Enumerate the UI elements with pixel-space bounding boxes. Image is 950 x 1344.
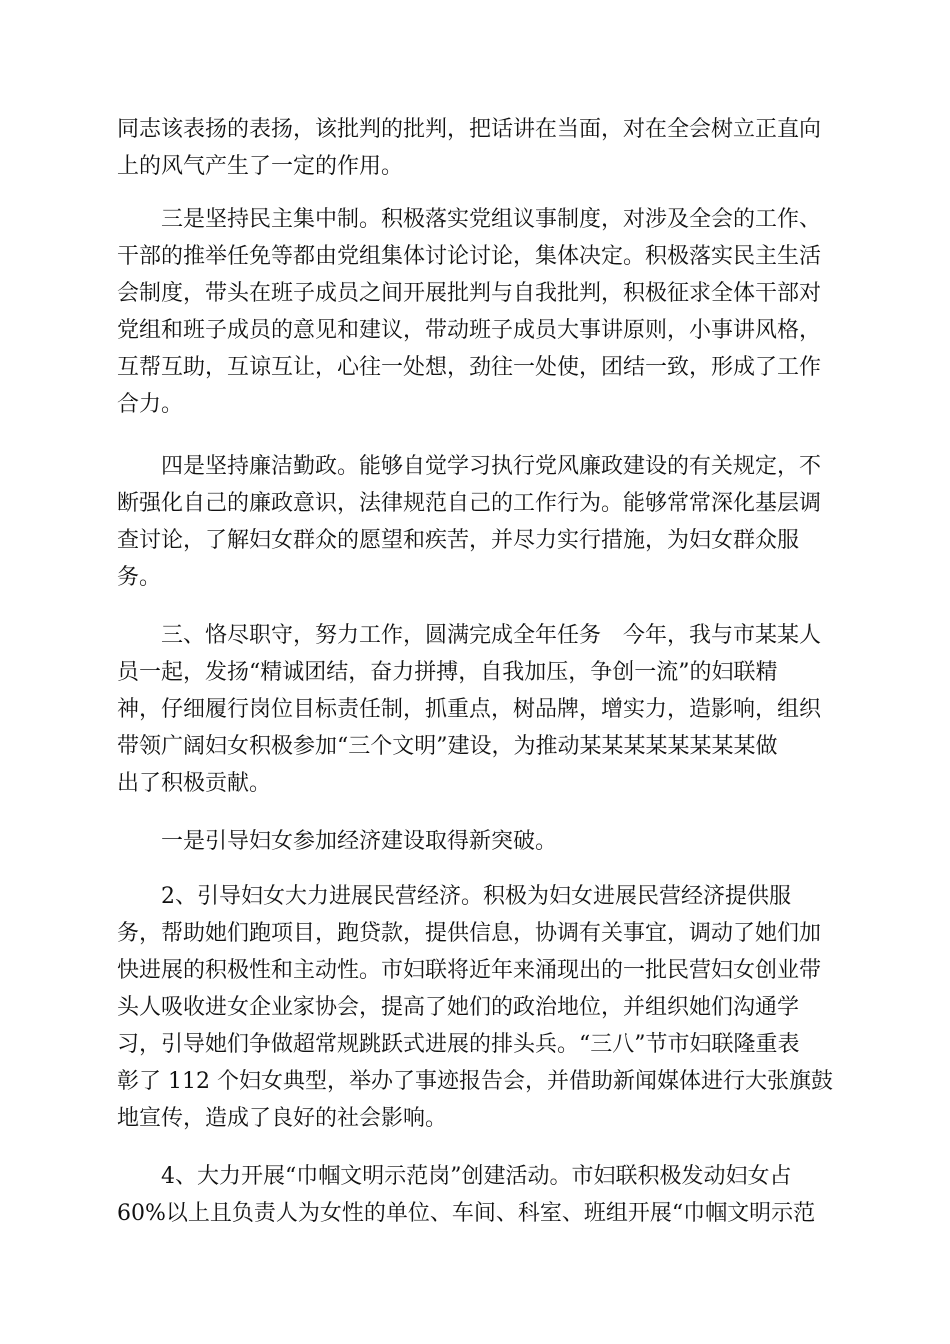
- paragraph-line: 干部的推举任免等都由党组集体讨论讨论，集体决定。积极落实民主生活: [117, 244, 822, 269]
- paragraph-line: 员一起，发扬“精诚团结，奋力拼搏，自我加压，争创一流”的妇联精: [117, 660, 778, 685]
- paragraph-line: 会制度，带头在班子成员之间开展批判与自我批判，积极征求全体干部对: [117, 281, 822, 306]
- paragraph-line: 一是引导妇女参加经济建设取得新突破。: [161, 829, 558, 854]
- paragraph-line: 互帮互助，互谅互让，心往一处想，劲往一处使，团结一致，形成了工作: [117, 355, 822, 380]
- paragraph-line: 带领广阔妇女积极参加“三个文明”建设，为推动某某某某某某某某做: [117, 734, 778, 759]
- paragraph-line: 出了积极贡献。: [117, 771, 272, 796]
- paragraph-line: 四是坚持廉洁勤政。能够自觉学习执行党风廉政建设的有关规定，不: [161, 454, 822, 479]
- paragraph-line: 快进展的积极性和主动性。市妇联将近年来涌现出的一批民营妇女创业带: [117, 958, 822, 983]
- paragraph-line: 地宣传，造成了良好的社会影响。: [117, 1106, 448, 1131]
- paragraph-line: 神，仔细履行岗位目标责任制，抓重点，树品牌，增实力，造影响，组织: [117, 697, 822, 722]
- paragraph-line: 三、恪尽职守，努力工作，圆满完成全年任务 今年，我与市某某人: [161, 623, 822, 648]
- paragraph-line: 查讨论，了解妇女群众的愿望和疾苦，并尽力实行措施，为妇女群众服: [117, 528, 800, 553]
- paragraph-line: 务。: [117, 565, 162, 590]
- paragraph-line: 合力。: [117, 392, 184, 417]
- paragraph-line: 头人吸收进女企业家协会，提高了她们的政治地位，并组织她们沟通学: [117, 995, 800, 1020]
- paragraph-line: 彰了 112 个妇女典型，举办了事迹报告会，并借助新闻媒体进行大张旗鼓: [117, 1069, 833, 1094]
- paragraph-line: 2、引导妇女大力进展民营经济。积极为妇女进展民营经济提供服: [161, 884, 791, 909]
- paragraph-line: 断强化自己的廉政意识，法律规范自己的工作行为。能够常常深化基层调: [117, 491, 822, 516]
- paragraph-line: 上的风气产生了一定的作用。: [117, 154, 404, 179]
- paragraph-line: 务，帮助她们跑项目，跑贷款，提供信息，协调有关事宜，调动了她们加: [117, 921, 822, 946]
- paragraph-line: 三是坚持民主集中制。积极落实党组议事制度，对涉及全会的工作、: [161, 207, 822, 232]
- paragraph-line: 同志该表扬的表扬，该批判的批判，把话讲在当面，对在全会树立正直向: [117, 117, 822, 142]
- paragraph-line: 60%以上且负责人为女性的单位、车间、科室、班组开展“巾帼文明示范: [117, 1201, 816, 1226]
- paragraph-line: 4、大力开展“巾帼文明示范岗”创建活动。市妇联积极发动妇女占: [161, 1164, 792, 1189]
- paragraph-line: 党组和班子成员的意见和建议，带动班子成员大事讲原则，小事讲风格，: [117, 318, 822, 343]
- paragraph-line: 习，引导她们争做超常规跳跃式进展的排头兵。“三八”节市妇联隆重表: [117, 1032, 800, 1057]
